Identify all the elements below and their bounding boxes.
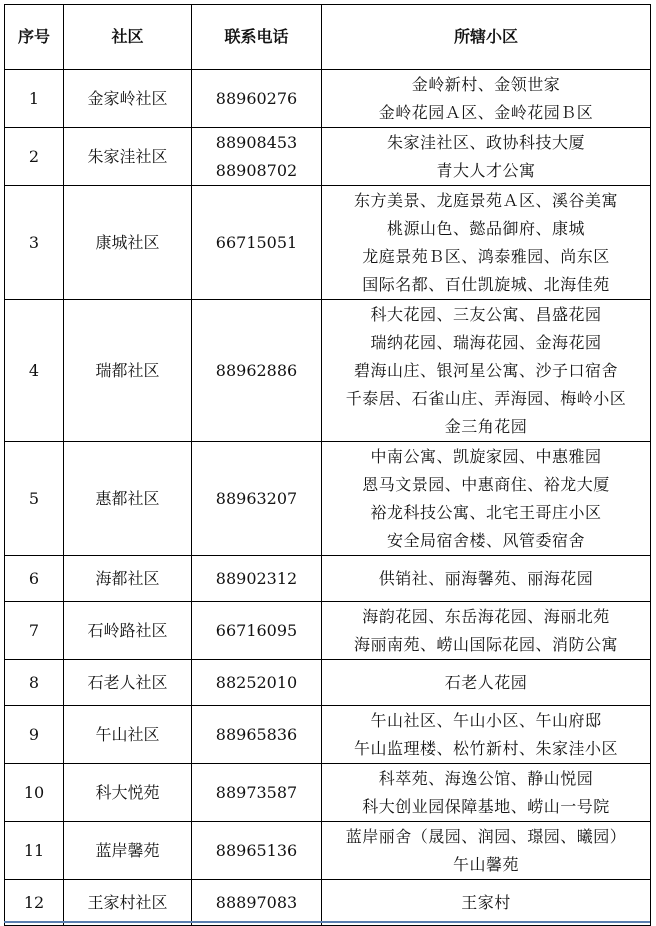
table-row — [5, 70, 651, 128]
estate-line: 金三角花园 — [444, 416, 528, 436]
estates-cell — [322, 764, 651, 822]
estate-line: 午山监理楼、松竹新村、朱家洼小区 — [353, 738, 618, 758]
table-row — [5, 128, 651, 186]
seq-cell: 10 — [5, 764, 64, 822]
phone-number: 88897083 — [215, 892, 298, 912]
estate-line: 桃源山色、懿品御府、康城 — [386, 218, 585, 238]
estate-line: 安全局宿舍楼、风管委宿舍 — [386, 530, 585, 550]
table-row — [5, 822, 651, 880]
phone-cell — [192, 764, 322, 822]
seq-cell: 5 — [5, 442, 64, 556]
phone-number: 88908702 — [215, 160, 298, 180]
bottom-rule — [4, 921, 650, 923]
estates-cell — [322, 660, 651, 706]
estates-cell — [322, 556, 651, 602]
table-row — [5, 602, 651, 660]
phone-number: 88973587 — [215, 782, 298, 802]
phone-cell — [192, 442, 322, 556]
estate-line: 东方美景、龙庭景苑Ａ区、溪谷美寓 — [353, 190, 618, 210]
estate-line: 科大创业园保障基地、崂山一号院 — [362, 796, 610, 816]
estate-line: 午山社区、午山小区、午山府邸 — [370, 710, 602, 730]
estates-cell — [322, 822, 651, 880]
estate-line: 午山馨苑 — [452, 854, 519, 874]
seq-cell: 2 — [5, 128, 64, 186]
phone-number: 88965836 — [215, 724, 298, 744]
table-row — [5, 764, 651, 822]
estate-line: 朱家洼社区、政协科技大厦 — [386, 132, 585, 152]
estate-line: 青大人才公寓 — [436, 160, 536, 180]
estate-line: 金岭新村、金领世家 — [411, 74, 561, 94]
estate-line: 海韵花园、东岳海花园、海丽北苑 — [362, 606, 610, 626]
phone-cell — [192, 822, 322, 880]
header-community: 社区 — [64, 5, 192, 70]
community-table — [4, 4, 651, 926]
community-cell: 惠都社区 — [64, 442, 192, 556]
estate-line: 瑞纳花园、瑞海花园、金海花园 — [370, 332, 602, 352]
estate-line: 中南公寓、凯旋家园、中惠雅园 — [370, 446, 602, 466]
seq-cell: 8 — [5, 660, 64, 706]
table-row — [5, 300, 651, 442]
phone-number: 88965136 — [215, 840, 298, 860]
community-cell: 科大悦苑 — [64, 764, 192, 822]
estates-cell — [322, 706, 651, 764]
community-cell: 金家岭社区 — [64, 70, 192, 128]
estate-line: 科萃苑、海逸公馆、静山悦园 — [378, 768, 594, 788]
phone-cell — [192, 186, 322, 300]
phone-cell — [192, 556, 322, 602]
estates-cell — [322, 880, 651, 926]
phone-number: 66716095 — [215, 620, 298, 640]
community-cell: 朱家洼社区 — [64, 128, 192, 186]
community-cell: 蓝岸馨苑 — [64, 822, 192, 880]
phone-cell — [192, 706, 322, 764]
seq-cell: 9 — [5, 706, 64, 764]
estates-cell — [322, 186, 651, 300]
phone-number: 66715051 — [215, 232, 298, 252]
header-seq: 序号 — [5, 5, 64, 70]
seq-cell: 11 — [5, 822, 64, 880]
community-cell: 王家村社区 — [64, 880, 192, 926]
estates-cell — [322, 442, 651, 556]
table-row — [5, 442, 651, 556]
phone-number: 88963207 — [215, 488, 298, 508]
estate-line: 碧海山庄、银河星公寓、沙子口宿舍 — [353, 360, 618, 380]
estate-line: 海丽南苑、崂山国际花园、消防公寓 — [353, 634, 618, 654]
estate-line: 供销社、丽海馨苑、丽海花园 — [378, 568, 594, 588]
community-cell: 石老人社区 — [64, 660, 192, 706]
estate-line: 裕龙科技公寓、北宅王哥庄小区 — [370, 502, 602, 522]
phone-cell — [192, 70, 322, 128]
phone-number: 88252010 — [215, 672, 298, 692]
phone-cell — [192, 880, 322, 926]
phone-number: 88908453 — [215, 132, 298, 152]
phone-cell — [192, 128, 322, 186]
estates-cell — [322, 602, 651, 660]
table-row — [5, 556, 651, 602]
phone-number: 88960276 — [215, 88, 298, 108]
seq-cell: 4 — [5, 300, 64, 442]
seq-cell: 3 — [5, 186, 64, 300]
estates-cell — [322, 300, 651, 442]
table-row — [5, 186, 651, 300]
phone-cell — [192, 602, 322, 660]
estate-line: 千泰居、石雀山庄、弄海园、梅岭小区 — [345, 388, 627, 408]
header-phone: 联系电话 — [192, 5, 322, 70]
table-row — [5, 706, 651, 764]
header-row — [5, 5, 651, 70]
seq-cell: 7 — [5, 602, 64, 660]
community-cell: 瑞都社区 — [64, 300, 192, 442]
estates-cell — [322, 70, 651, 128]
estate-line: 国际名都、百仕凯旋城、北海佳苑 — [362, 274, 610, 294]
community-cell: 午山社区 — [64, 706, 192, 764]
estates-cell — [322, 128, 651, 186]
community-cell: 海都社区 — [64, 556, 192, 602]
table-row — [5, 880, 651, 926]
header-estates: 所辖小区 — [322, 5, 651, 70]
seq-cell: 12 — [5, 880, 64, 926]
estate-line: 金岭花园Ａ区、金岭花园Ｂ区 — [378, 102, 594, 122]
community-cell: 康城社区 — [64, 186, 192, 300]
estate-line: 科大花园、三友公寓、昌盛花园 — [370, 304, 602, 324]
phone-cell — [192, 300, 322, 442]
phone-cell — [192, 660, 322, 706]
estate-line: 蓝岸丽舍（晟园、润园、璟园、曦园） — [345, 826, 627, 846]
table-body — [5, 70, 651, 926]
estate-line: 王家村 — [461, 892, 511, 912]
estate-line: 石老人花园 — [444, 672, 528, 692]
phone-number: 88902312 — [215, 568, 298, 588]
estate-line: 龙庭景苑Ｂ区、鸿泰雅园、尚东区 — [362, 246, 610, 266]
estate-line: 恩马文景园、中惠商住、裕龙大厦 — [362, 474, 610, 494]
phone-number: 88962886 — [215, 360, 298, 380]
community-cell: 石岭路社区 — [64, 602, 192, 660]
seq-cell: 1 — [5, 70, 64, 128]
seq-cell: 6 — [5, 556, 64, 602]
table-row — [5, 660, 651, 706]
